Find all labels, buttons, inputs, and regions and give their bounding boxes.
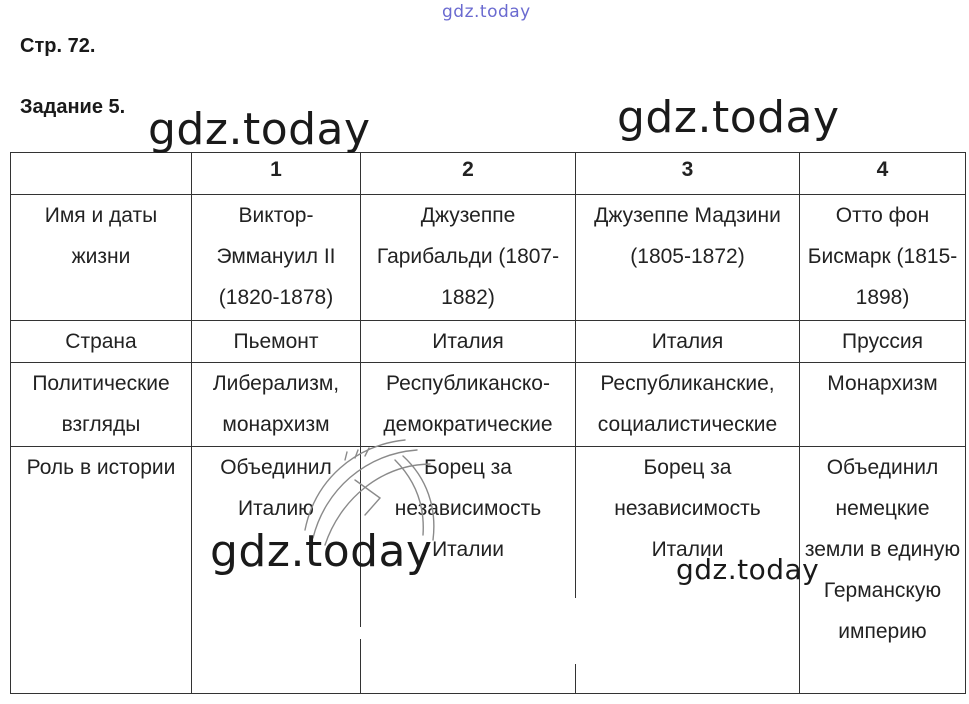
table-cell: Либерализм, монархизм	[192, 363, 361, 447]
table-row	[11, 195, 966, 321]
watermark: gdz.today	[617, 92, 840, 143]
table-cell: Италия	[576, 321, 800, 363]
page-reference: Стр. 72.	[20, 35, 96, 57]
table-cell: Виктор-Эммануил II (1820-1878)	[192, 195, 361, 321]
table-row	[11, 363, 966, 447]
table-cell: Республиканско-демократические	[361, 363, 576, 447]
header-cell-4: 4	[800, 153, 966, 195]
table-cell: Борец за независимость Италии	[576, 447, 800, 694]
table-row	[11, 321, 966, 363]
table-cell: Италия	[361, 321, 576, 363]
table-cell: Джузеппе Мадзини (1805-1872)	[576, 195, 800, 321]
header-cell-3: 3	[576, 153, 800, 195]
task-title: Задание 5.	[20, 96, 126, 118]
table-row	[11, 447, 966, 694]
table-cell: Пруссия	[800, 321, 966, 363]
border-gap	[572, 598, 576, 664]
table-cell: Пьемонт	[192, 321, 361, 363]
header-cell-empty	[11, 153, 192, 195]
table-cell: Республиканские, социалистические	[576, 363, 800, 447]
header-cell-1: 1	[192, 153, 361, 195]
watermark: gdz.today	[148, 104, 371, 155]
answer-table	[10, 152, 966, 694]
row-label: Имя и даты жизни	[11, 195, 192, 321]
table-cell: Объединил Италию	[192, 447, 361, 694]
watermark: gdz.today	[676, 553, 820, 586]
header-cell-2: 2	[361, 153, 576, 195]
table-cell: Джузеппе Гарибальди (1807-1882)	[361, 195, 576, 321]
row-label: Страна	[11, 321, 192, 363]
row-label: Роль в истории	[11, 447, 192, 694]
watermark: gdz.today	[210, 526, 433, 577]
table-cell: Борец за независимость Италии	[361, 447, 576, 694]
table-cell: Монархизм	[800, 363, 966, 447]
border-gap	[358, 627, 362, 639]
watermark-top: gdz.today	[442, 2, 531, 22]
table-cell: Объединил немецкие земли в единую Германскую империю	[800, 447, 966, 694]
table-header-row	[11, 153, 966, 195]
table-cell: Отто фон Бисмарк (1815-1898)	[800, 195, 966, 321]
row-label: Политические взгляды	[11, 363, 192, 447]
